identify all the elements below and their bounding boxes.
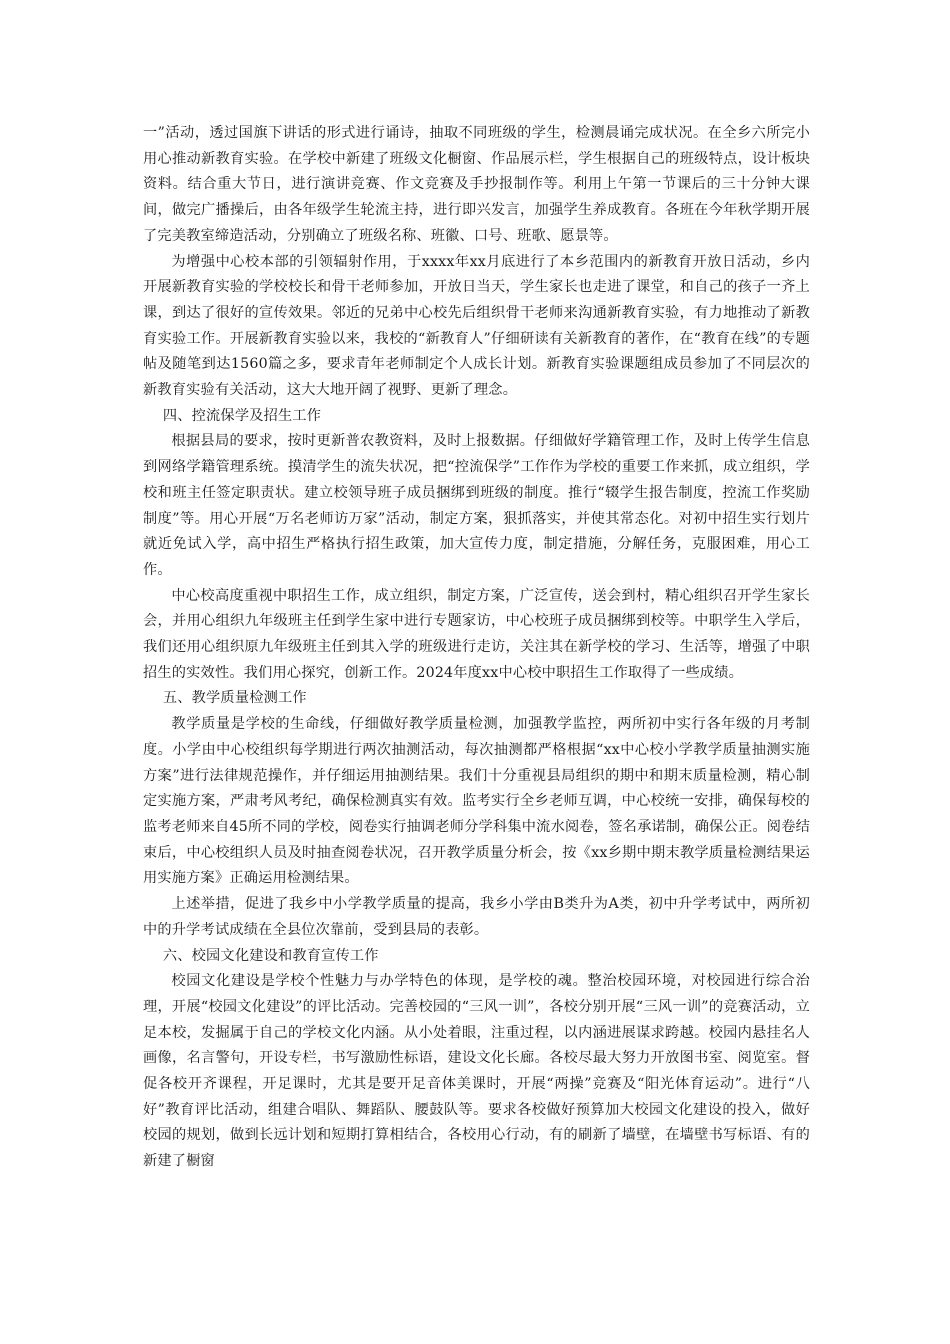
paragraph-vocational-enrollment: 中心校高度重视中职招生工作，成立组织，制定方案，广泛宣传，送会到村，精心组织召开学生家长会，并用心组织九年级班主任到学生家中进行专题家访，中心校班子成员捆绑到校等。中职学生入学后，我们还用心组织原九年级班主任到其入学的班级进行走访，关注其在新学校的学习、生活等，增强了中职招生的实效性。我们用心探究，创新工作。2024年度xx中心校中职招生工作取得了一些成绩。 [143,587,810,681]
paragraph-open-day: 为增强中心校本部的引领辐射作用，于xxxx年xx月底进行了本乡范围内的新教育开放日活动，乡内开展新教育实验的学校校长和骨干老师参加，开放日当天，学生家长也走进了课堂，和自己的孩子一齐上课，到达了很好的宣传效果。邻近的兄弟中心校先后组织骨干老师来沟通新教育实验，有力地推动了新教育实验工作。开展新教育实验以来，我校的“新教育人”仔细研读有关新教育的著作，在“教育在线”的专题帖及随笔到达1560篇之多，要求青年老师制定个人成长计划。新教育实验课题组成员参加了不同层次的新教育实验有关活动，这大大地开阔了视野、更新了理念。 [143,253,810,399]
section-heading-campus-culture: 六、校园文化建设和教育宣传工作 [162,947,379,964]
paragraph-quality-testing: 教学质量是学校的生命线，仔细做好教学质量检测，加强教学监控，两所初中实行各年级的月考制度。小学由中心校组织每学期进行两次抽测活动，每次抽测都严格根据“xx中心校小学教学质量抽测实施方案”进行法律规范操作，并仔细运用抽测结果。我们十分重视县局组织的期中和期末质量检测，精心制定实施方案，严肃考风考纪，确保检测真实有效。监考实行全乡老师互调，中心校统一安排，确保每校的监考老师来自45所不同的学校，阅卷实行抽调老师分学科集中流水阅卷，签名承诺制，确保公正。阅卷结束后，中心校组织人员及时抽查阅卷状况，召开教学质量分析会，按《xx乡期中期末教学质量检测结果运用实施方案》正确运用检测结果。 [143,716,810,887]
paragraph-new-education-activities: 一”活动，透过国旗下讲话的形式进行诵诗，抽取不同班级的学生，检测晨诵完成状况。在全乡六所完小用心推动新教育实验。在学校中新建了班级文化橱窗、作品展示栏，学生根据自己的班级特点，设计板块资料。结合重大节日，进行演讲竞赛、作文竞赛及手抄报制作等。利用上午第一节课后的三十分钟大课间，做完广播操后，由各年级学生轮流主持，进行即兴发言，加强学生养成教育。各班在今年秋学期开展了完美教室缔造活动，分别确立了班级名称、班徽、口号、班歌、愿景等。 [143,125,810,244]
paragraph-campus-culture: 校园文化建设是学校个性魅力与办学特色的体现，是学校的魂。整治校园环境，对校园进行综合治理，开展“校园文化建设”的评比活动。完善校园的“三风一训”，各校分别开展“三风一训”的竞赛活动，立足本校，发掘属于自己的学校文化内涵。从小处着眼，注重过程，以内涵进展谋求跨越。校园内悬挂名人画像，名言警句，开设专栏，书写激励性标语，建设文化长廊。各校尽最大努力开放图书室、阅览室。督促各校开齐课程，开足课时，尤其是要开足音体美课时，开展“两操”竞赛及“阳光体育运动”。进行“八好”教育评比活动，组建合唱队、舞蹈队、腰鼓队等。要求各校做好预算加大校园文化建设的投入，做好校园的规划，做到长远计划和短期打算相结合，各校用心行动，有的刷新了墙壁，在墙壁书写标语、有的新建了橱窗 [143,973,810,1170]
section-heading-enrollment: 四、控流保学及招生工作 [162,407,322,424]
document-body [143,121,810,1175]
section-heading-quality-testing: 五、教学质量检测工作 [162,690,307,707]
paragraph-results: 上述举措，促进了我乡中小学教学质量的提高，我乡小学由B类升为A类，初中升学考试中，两所初中的升学考试成绩在全县位次靠前，受到县局的表彰。 [143,896,810,938]
paragraph-dropout-control: 根据县局的要求，按时更新普农教资料，及时上报数据。仔细做好学籍管理工作，及时上传学生信息到网络学籍管理系统。摸清学生的流失状况，把“控流保学”工作作为学校的重要工作来抓，成立组织，学校和班主任签定职责状。建立校领导班子成员捆绑到班级的制度。推行“辍学生报告制度，控流工作奖励制度”等。用心开展“万名老师访万家”活动，制定方案，狠抓落实，并使其常态化。对初中招生实行划片就近免试入学，高中招生严格执行招生政策，加大宣传力度，制定措施，分解任务，克服困难，用心工作。 [143,433,810,578]
